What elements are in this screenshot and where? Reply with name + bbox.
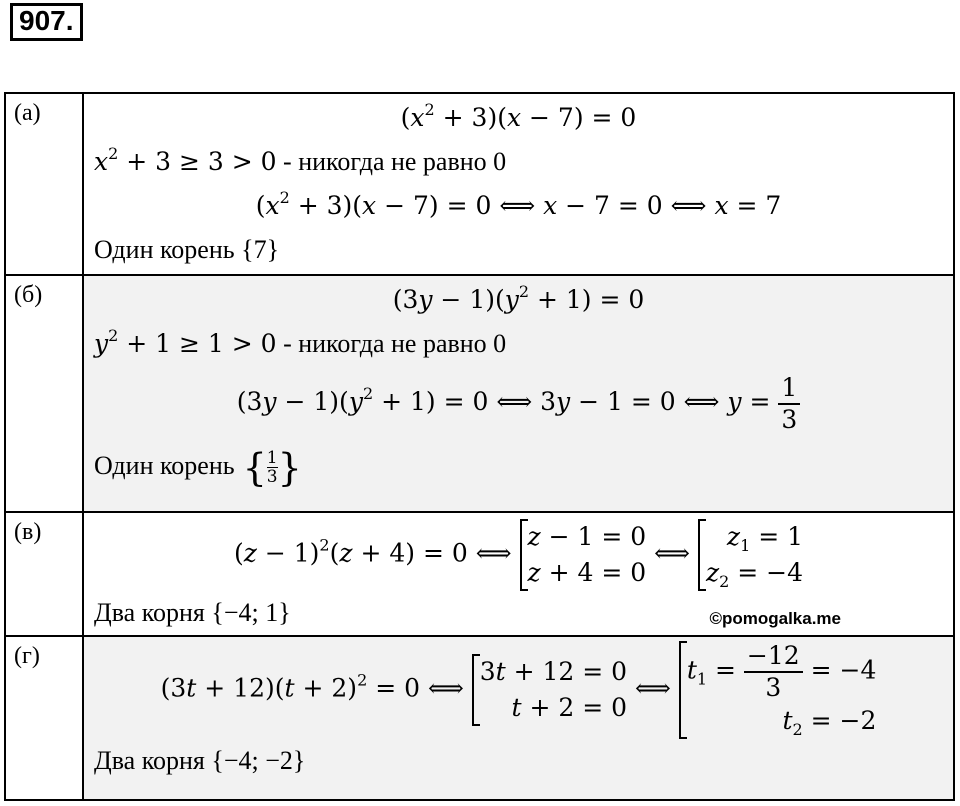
- answer-b-text: Один корень: [94, 451, 235, 480]
- row-g: [5, 636, 954, 800]
- answer-v: Два корня {−4; 1}: [94, 598, 291, 627]
- fraction-g-numerator: −12: [744, 641, 803, 673]
- answer-a: Один корень {7}: [94, 235, 280, 264]
- fraction-g-denominator: 3: [765, 673, 782, 702]
- part-content-g: [83, 636, 954, 800]
- answer-g: Два корня {−4; −2}: [94, 746, 306, 775]
- problem-number: 907.: [10, 3, 83, 41]
- part-label-b: (б): [5, 275, 83, 512]
- part-label-g: (г): [5, 636, 83, 800]
- inequality-a: $x^2 + 3 \ge 3 > 0$ - никогда не равно 0: [94, 144, 507, 176]
- equation-a: $(x^2 + 3)(x - 7) = 0$: [400, 100, 637, 132]
- equation-v: $(z - 1)^2(z + 4) = 0$ ⟺ z − 1 = 0 z + 4 = 0 ⟺ $z_1 = 1$ $z_2 = -4$: [94, 519, 943, 591]
- part-content-v: [83, 512, 954, 636]
- fraction-one-third: $\frac{1}{3}$: [778, 373, 800, 435]
- answer-b-denominator: 3: [266, 467, 278, 487]
- watermark: ©pomogalka.me: [709, 609, 841, 628]
- equation-g: $(3t + 12)(t + 2)^2 = 0$ ⟺ 3t + 12 = 0 t + 2 = 0 ⟺ $t_1$ = $\frac{-12}{3}$ = −4 $t_2 = -2$: [160, 641, 877, 739]
- equivalence-b: $(3y - 1)(y^2 + 1) = 0$ ⟺ 3y − 1 = 0 ⟺ y = $\frac{1}{3}$: [94, 366, 943, 438]
- part-label-v: (в): [5, 512, 83, 636]
- inequality-b: $y^2 + 1 \ge 1 > 0$ - никогда не равно 0: [94, 326, 507, 358]
- row-a: [5, 93, 954, 275]
- answer-b: Один корень { $\frac{1}{3}$ }: [94, 445, 302, 490]
- answer-b-fraction: [267, 449, 278, 486]
- equation-b: $(3y - 1)(y^2 + 1) = 0$: [392, 282, 645, 314]
- part-content-b: [83, 275, 954, 512]
- fraction-minus-twelve-thirds: [744, 641, 803, 703]
- answer-b-numerator: 1: [266, 448, 278, 468]
- row-v: [5, 512, 954, 636]
- system-v-2: $z_1 = 1$ $z_2 = -4$: [698, 519, 803, 591]
- note-b: - никогда не равно 0: [276, 329, 507, 358]
- part-content-a: [83, 93, 954, 275]
- system-g-2: $t_1$ = $\frac{-12}{3}$ = −4 $t_2 = -2$: [679, 641, 877, 739]
- solution-table: [4, 92, 955, 801]
- system-g-1: 3t + 12 = 0 t + 2 = 0: [472, 654, 627, 726]
- part-label-a: (а): [5, 93, 83, 275]
- equivalence-a: $(x^2 + 3)(x - 7) = 0$ ⟺ x − 7 = 0 ⟺ x = 7: [255, 188, 782, 220]
- note-a: - никогда не равно 0: [276, 147, 507, 176]
- row-b: [5, 275, 954, 512]
- system-v-1: z − 1 = 0 z + 4 = 0: [520, 519, 647, 591]
